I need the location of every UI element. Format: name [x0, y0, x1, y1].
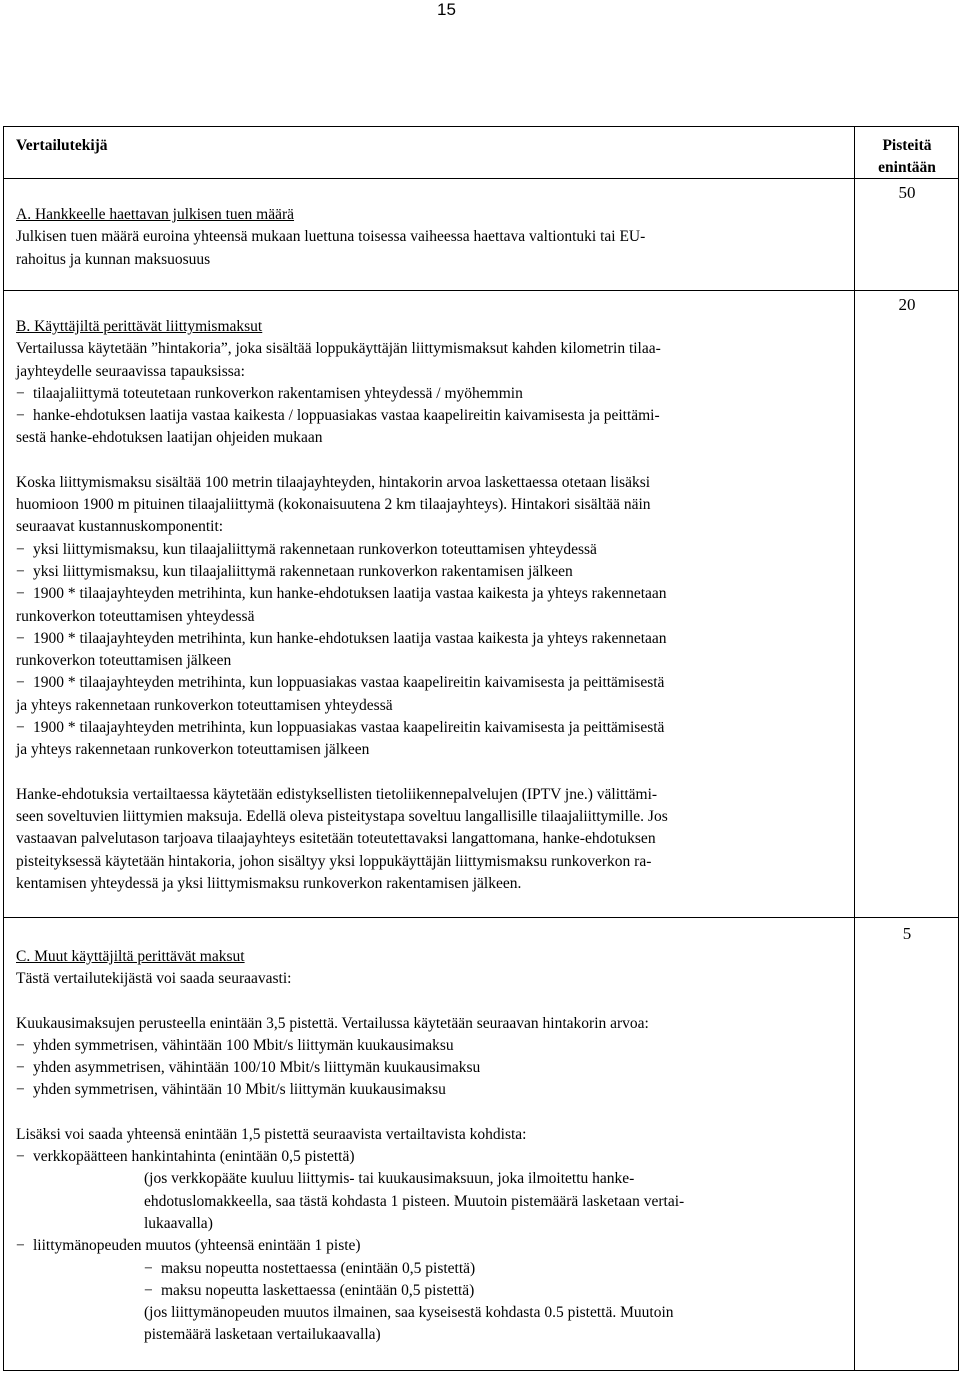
network-terminal-note: ehdotuslomakkeella, saa tästä kohdasta 1 pisteen. Muutoin pistemäärä lasketaan vertai-: [144, 1192, 685, 1210]
section-b-para3-line: pisteityksessä käytetään hintakoria, johon sisältyy yksi loppukäyttäjän liittymismaksu runkoverkon ra-: [16, 852, 652, 870]
section-a-heading: A. Hankkeelle haettavan julkisen tuen määrä: [16, 206, 295, 223]
section-c-heading: C. Muut käyttäjiltä perittävät maksut: [16, 948, 245, 965]
section-a: [16, 204, 844, 271]
section-b-para2-line: huomioon 1900 m pituinen tilaajaliittymä (kokonaisuutena 2 km tilaajayhteys). Hintakori sisältää näin: [16, 496, 651, 514]
section-b-points: 20: [898, 295, 916, 314]
section-c-intro: Tästä vertailutekijästä voi saada seuraavasti:: [16, 970, 292, 988]
section-b-case-continued: sestä hanke-ehdotuksen laatijan ohjeiden mukaan: [16, 429, 323, 447]
monthly-fee-item: − yhden symmetrisen, vähintään 10 Mbit/s liittymän kuukausimaksu: [16, 1079, 844, 1101]
points-header-line-1: Pisteitä: [882, 137, 932, 154]
section-c-points: 5: [902, 924, 912, 943]
monthly-fees-intro: Kuukausimaksujen perusteella enintään 3,5 pistettä. Vertailussa käytetään seuraavan hintakorin arvoa:: [16, 1014, 649, 1032]
section-b-para3-line: kentamisen yhteydessä ja yksi liittymismaksu runkoverkon rakentamisen jälkeen.: [16, 874, 522, 892]
network-terminal-note: (jos verkkopääte kuuluu liittymis- tai kuukausimaksuun, joka ilmoitettu hanke-: [144, 1170, 635, 1188]
speed-change-subitem: − maksu nopeutta laskettaessa (enintään 0,5 pistettä): [16, 1280, 844, 1302]
cost-component: − 1900 * tilaajayhteyden metrihinta, kun loppuasiakas vastaa kaapelireitin kaivamisesta ja peittämisestä: [16, 717, 844, 739]
monthly-fee-item: − yhden symmetrisen, vähintään 100 Mbit/s liittymän kuukausimaksu: [16, 1035, 844, 1057]
cost-component-continued: runkoverkon toteuttamisen jälkeen: [16, 652, 232, 670]
criteria-table: [3, 126, 959, 1371]
row-divider: [4, 917, 958, 918]
points-header-line-2: enintään: [878, 159, 936, 176]
speed-change-note: (jos liittymänopeuden muutos ilmainen, saa kyseisestä kohdasta 0.5 pistettä. Muutoin: [144, 1304, 674, 1322]
section-b-heading: B. Käyttäjiltä perittävät liittymismaksut: [16, 318, 263, 335]
monthly-fee-item: − yhden asymmetrisen, vähintään 100/10 Mbit/s liittymän kuukausimaksu: [16, 1057, 844, 1079]
section-b-intro-line: Vertailussa käytetään ”hintakoria”, joka sisältää loppukäyttäjän liittymismaksut kahden kilometrin tilaa-: [16, 340, 661, 358]
row-divider: [4, 178, 958, 179]
cost-component-continued: ja yhteys rakennetaan runkoverkon toteuttamisen jälkeen: [16, 741, 370, 759]
network-terminal-note: lukaavalla): [144, 1214, 213, 1232]
section-b-para3-line: seen soveltuvien liittymien maksuja. Edellä oleva pisteitystapa soveltuu langallisille tilaajaliittymille. Jos: [16, 807, 668, 825]
cost-component: − yksi liittymismaksu, kun tilaajaliittymä rakennetaan runkoverkon toteuttamisen yhteydessä: [16, 539, 844, 561]
section-b-para3-line: Hanke-ehdotuksia vertailtaessa käytetään edistyksellisten tietoliikennepalvelujen (IPTV jne.) välittämi-: [16, 785, 658, 803]
section-a-line: Julkisen tuen määrä euroina yhteensä mukaan luettuna toisessa vaiheessa haettava valtiontuki tai EU-: [16, 228, 646, 246]
cost-component: − 1900 * tilaajayhteyden metrihinta, kun loppuasiakas vastaa kaapelireitin kaivamisesta ja peittämisestä: [16, 672, 844, 694]
section-b: [16, 316, 844, 895]
section-b-case: − tilaajaliittymä toteutetaan runkoverkon rakentamisen yhteydessä / myöhemmin: [16, 383, 844, 405]
speed-change-item: − liittymänopeuden muutos (yhteensä enintään 1 piste): [16, 1235, 844, 1257]
cost-component-continued: ja yhteys rakennetaan runkoverkon toteuttamisen yhteydessä: [16, 696, 393, 714]
cost-component: − yksi liittymismaksu, kun tilaajaliittymä rakennetaan runkoverkon rakentamisen jälkeen: [16, 561, 844, 583]
speed-change-subitem: − maksu nopeutta nostettaessa (enintään 0,5 pistettä): [16, 1258, 844, 1280]
section-b-para3-line: vastaavan palvelutason tarjoava tilaajayhteys esitetään toteutettavaksi langattomana, hanke-ehdotuksen: [16, 830, 656, 848]
cost-component: − 1900 * tilaajayhteyden metrihinta, kun hanke-ehdotuksen laatija vastaa kaikesta ja yhteys rakennetaan: [16, 628, 844, 650]
section-b-case: − hanke-ehdotuksen laatija vastaa kaikesta / loppuasiakas vastaa kaapelireitin kaivamisesta ja peittämi-: [16, 405, 844, 427]
extra-points-intro: Lisäksi voi saada yhteensä enintään 1,5 pistettä seuraavista vertailtavista kohdista:: [16, 1125, 527, 1143]
section-c: [16, 946, 844, 1347]
column-divider: [854, 127, 855, 1370]
row-divider: [4, 290, 958, 291]
cost-component-continued: runkoverkon toteuttamisen yhteydessä: [16, 607, 255, 625]
speed-change-note: pistemäärä lasketaan vertailukaavalla): [144, 1326, 381, 1344]
points-header: [856, 135, 958, 179]
page-number: 15: [437, 0, 456, 19]
network-terminal-item: − verkkopäätteen hankintahinta (enintään 0,5 pistettä): [16, 1146, 844, 1168]
section-b-intro-line: jayhteydelle seuraavissa tapauksissa:: [16, 362, 245, 380]
section-a-line: rahoitus ja kunnan maksuosuus: [16, 250, 211, 268]
section-b-para2-line: Koska liittymismaksu sisältää 100 metrin tilaajayhteyden, hintakorin arvoa laskettaessa otetaan lisäksi: [16, 473, 651, 491]
section-b-para2-line: seuraavat kustannuskomponentit:: [16, 518, 224, 536]
section-a-points: 50: [898, 183, 916, 202]
cost-component: − 1900 * tilaajayhteyden metrihinta, kun hanke-ehdotuksen laatija vastaa kaikesta ja yhteys rakennetaan: [16, 583, 844, 605]
criterion-header: Vertailutekijä: [16, 137, 108, 154]
